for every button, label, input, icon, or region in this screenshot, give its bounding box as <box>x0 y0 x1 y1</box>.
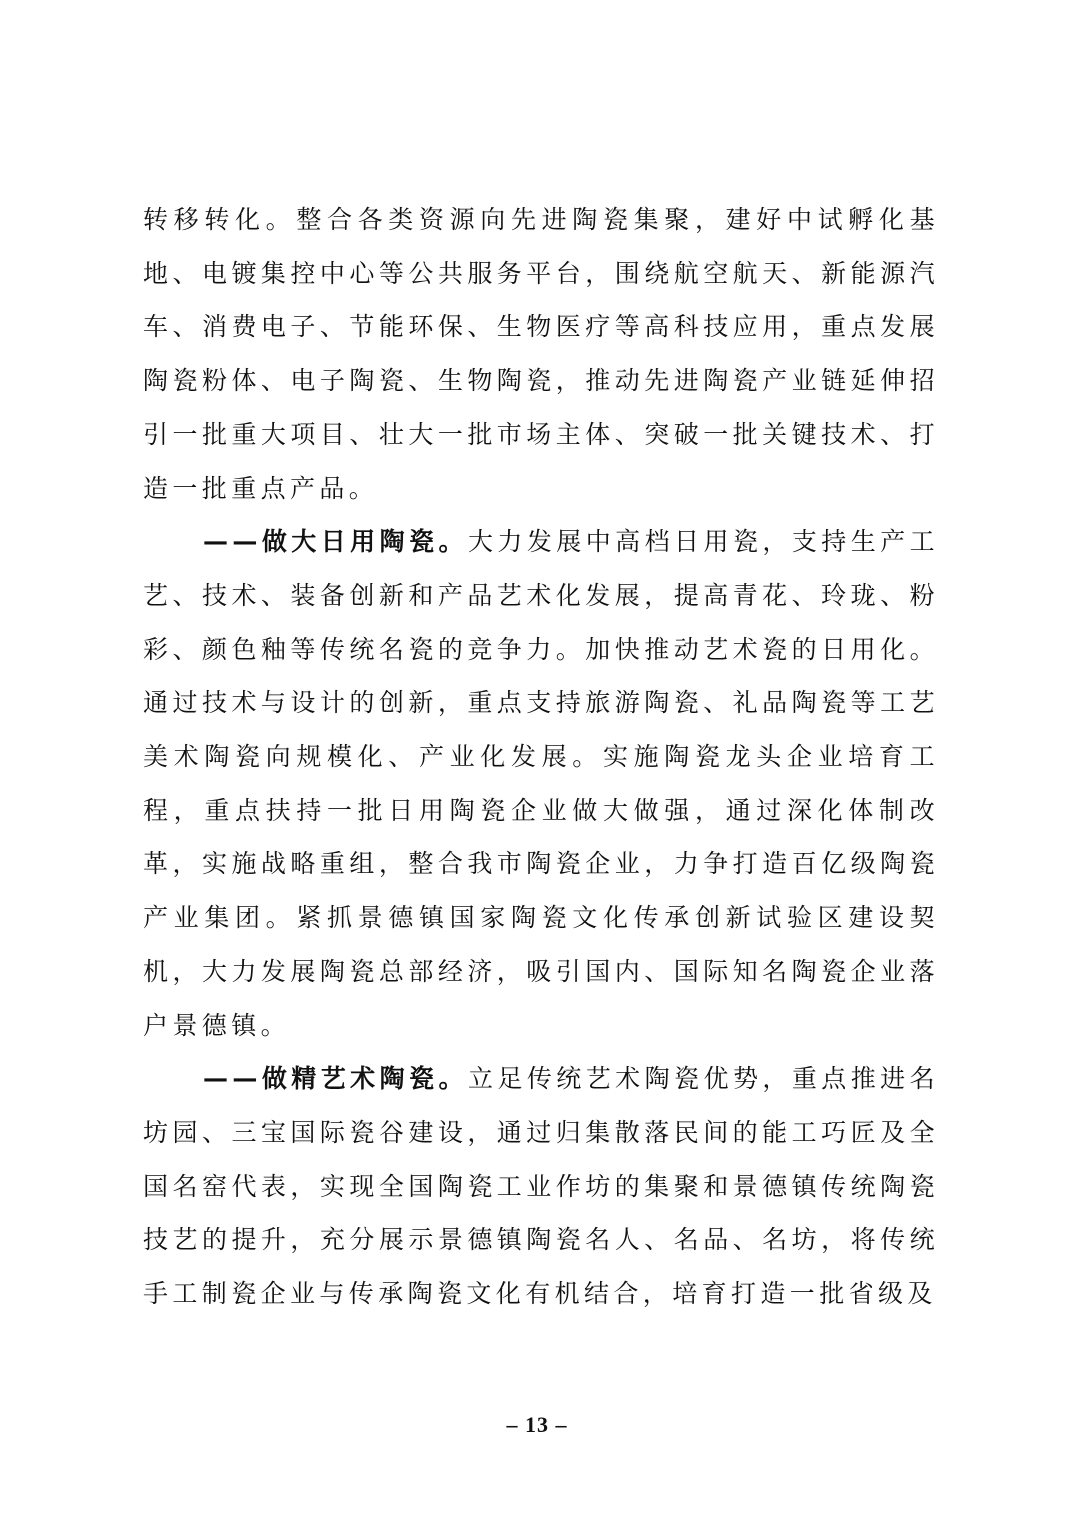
paragraph-heading: ——做大日用陶瓷。 <box>203 527 468 557</box>
page-number: – 13 – <box>506 1412 568 1437</box>
paragraph-art-ceramics <box>143 1052 939 1321</box>
paragraph-text: 转移转化。整合各类资源向先进陶瓷集聚，建好中试孵化基地、电镀集控中心等公共服务平台，围绕航空航天、新能源汽车、消费电子、节能环保、生物医疗等高科技应用，重点发展陶瓷粉体、电子陶瓷、生物陶瓷，推动先进陶瓷产业链延伸招引一批重大项目、壮大一批市场主体、突破一批关键技术、打造一批重点产品。 <box>143 205 939 503</box>
paragraph-continuation <box>143 193 939 515</box>
paragraph-text: 大力发展中高档日用瓷，支持生产工艺、技术、装备创新和产品艺术化发展，提高青花、玲珑、粉彩、颜色釉等传统名瓷的竞争力。加快推动艺术瓷的日用化。通过技术与设计的创新，重点支持旅游陶瓷、礼品陶瓷等工艺美术陶瓷向规模化、产业化发展。实施陶瓷龙头企业培育工程，重点扶持一批日用陶瓷企业做大做强，通过深化体制改革，实施战略重组，整合我市陶瓷企业，力争打造百亿级陶瓷产业集团。紧抓景德镇国家陶瓷文化传承创新试验区建设契机，大力发展陶瓷总部经济，吸引国内、国际知名陶瓷企业落户景德镇。 <box>143 527 939 1040</box>
paragraph-daily-ceramics <box>143 515 939 1052</box>
paragraph-heading: ——做精艺术陶瓷。 <box>203 1064 468 1094</box>
body-text <box>143 193 939 1321</box>
paragraph-text: 立足传统艺术陶瓷优势，重点推进名坊园、三宝国际瓷谷建设，通过归集散落民间的能工巧匠及全国名窑代表，实现全国陶瓷工业作坊的集聚和景德镇传统陶瓷技艺的提升，充分展示景德镇陶瓷名人、名品、名坊，将传统手工制瓷企业与传承陶瓷文化有机结合，培育打造一批省级及 <box>143 1064 939 1309</box>
